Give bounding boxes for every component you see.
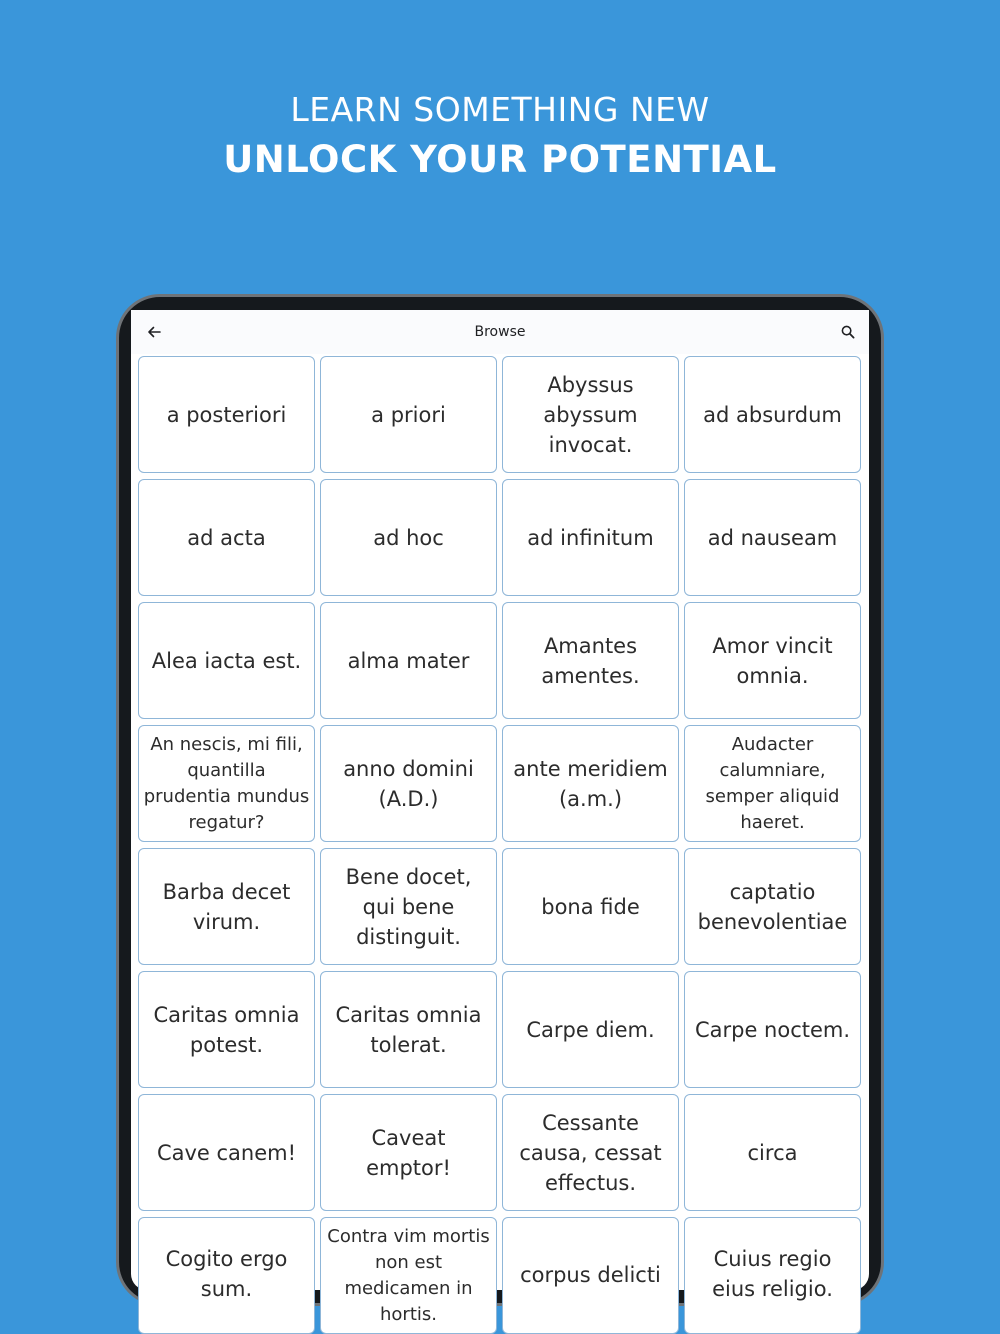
phrase-card[interactable] [684, 602, 861, 719]
phrase-text: Cuius regio eius religio. [712, 1247, 833, 1301]
app-bar [131, 310, 869, 354]
phrase-card[interactable] [320, 602, 497, 719]
phrase-text: Amantes amentes. [541, 633, 640, 688]
phrase-text: alma mater [347, 648, 470, 673]
phrase-card[interactable] [138, 848, 315, 965]
phrase-text: ad nauseam [707, 525, 838, 550]
search-button[interactable] [837, 321, 859, 343]
phrase-card[interactable] [684, 848, 861, 965]
phrase-card[interactable] [138, 602, 315, 719]
phrase-card[interactable] [320, 971, 497, 1088]
phrase-card[interactable] [684, 725, 861, 842]
phrase-text: Amor vincit omnia. [712, 633, 833, 688]
phrase-text: Carpe diem. [526, 1017, 655, 1042]
phrase-text: a posteriori [166, 402, 287, 427]
hero-banner [0, 88, 1000, 186]
phrase-text: Carpe noctem. [694, 1017, 851, 1042]
phrase-text: Caveat emptor! [366, 1125, 451, 1180]
phrase-card[interactable] [138, 479, 315, 596]
phrase-card[interactable] [320, 725, 497, 842]
phrase-text: ante meridiem (a.m.) [513, 756, 668, 811]
phrase-text: An nescis, mi fili, quantilla prudentia mundus regatur? [143, 734, 310, 833]
phrase-card[interactable] [502, 1094, 679, 1211]
phrase-card[interactable] [502, 725, 679, 842]
phrase-card[interactable] [502, 848, 679, 965]
phrase-card[interactable] [320, 356, 497, 473]
phrase-text: ad absurdum [703, 402, 842, 427]
phrase-card[interactable] [320, 1094, 497, 1211]
phrase-grid [138, 356, 862, 1334]
phrase-card[interactable] [684, 356, 861, 473]
phrase-text: Caritas omnia potest. [153, 1002, 300, 1057]
phrase-text: Contra vim mortis non est medicamen in hortis. [327, 1226, 490, 1325]
phrase-card[interactable] [684, 1094, 861, 1211]
phrase-card[interactable] [138, 356, 315, 473]
phrase-card[interactable] [320, 479, 497, 596]
hero-headline: UNLOCK YOUR POTENTIAL [223, 138, 777, 181]
app-screen [131, 310, 869, 1325]
phrase-card[interactable] [502, 479, 679, 596]
phrase-text: ad hoc [373, 525, 444, 550]
phrase-card[interactable] [684, 479, 861, 596]
phrase-text: Cessante causa, cessat effectus. [519, 1110, 662, 1195]
phrase-text: Abyssus abyssum invocat. [543, 372, 638, 457]
phrase-text: anno domini (A.D.) [343, 756, 474, 811]
phrase-text: ad infinitum [527, 525, 654, 550]
phrase-card[interactable] [138, 971, 315, 1088]
phrase-card[interactable] [502, 971, 679, 1088]
phrase-text: captatio benevolentiae [697, 879, 848, 934]
hero-tagline: LEARN SOMETHING NEW [290, 90, 710, 129]
phrase-card[interactable] [320, 848, 497, 965]
phrase-text: Cave canem! [156, 1140, 297, 1165]
phrase-text: Alea iacta est. [151, 648, 302, 673]
page-title: Browse [474, 324, 526, 340]
phrase-card[interactable] [138, 725, 315, 842]
phrase-card[interactable] [502, 1217, 679, 1334]
phrase-card[interactable] [502, 602, 679, 719]
phrase-card[interactable] [138, 1217, 315, 1334]
search-icon [841, 325, 855, 339]
phrase-card[interactable] [138, 1094, 315, 1211]
phrase-text: Bene docet, qui bene distinguit. [345, 864, 472, 949]
phrase-text: bona fide [541, 894, 640, 919]
phrase-text: ad acta [187, 525, 266, 550]
phrase-text: Cogito ergo sum. [165, 1247, 288, 1301]
phrase-card[interactable] [684, 971, 861, 1088]
phrase-card[interactable] [320, 1217, 497, 1334]
phrase-text: Barba decet virum. [162, 879, 291, 934]
phrase-text: circa [747, 1140, 798, 1165]
phrase-card[interactable] [684, 1217, 861, 1334]
phrase-text: a priori [371, 402, 446, 427]
phrase-text: Audacter calumniare, semper aliquid haeret. [705, 734, 840, 833]
phrase-text: Caritas omnia tolerat. [335, 1002, 482, 1057]
phrase-text: corpus delicti [520, 1263, 661, 1287]
phrase-card[interactable] [502, 356, 679, 473]
